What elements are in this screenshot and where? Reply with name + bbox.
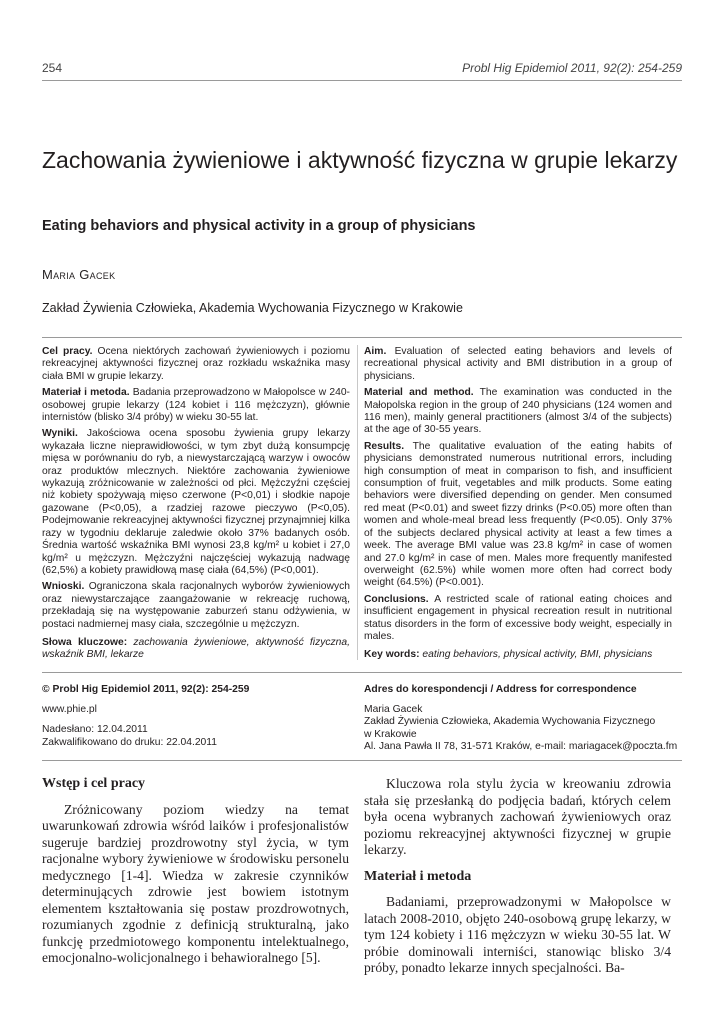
article-title: Zachowania żywieniowe i aktywność fizyczna w grupie lekarzy (42, 147, 678, 173)
paragraph: Zróżnicowany poziom wiedzy na temat uwarunkowań zdrowia wśród laików i profesjonalistów sugeruje bardziej prozdrowotny styl życia, w tym racjonalne wybory żywieniowe w środowisku personelu medycznego [1-4]. Wiedza w zakresie czynników determinujących zdrowie jest bowiem istotnym elementem kształtowania się postaw prozdrowotnych, rozumianych zgodnie z definicją strukturalną, jako funkcję przedmiotowego komponentu intelektualnego, emocjonalno-wolicjonalnego i behawioralnego [5]. (42, 801, 349, 965)
abstract-aim-en: Aim. Evaluation of selected eating behaviors and levels of recreational physical activity and BMI distribution in a group of physicians. (364, 346, 672, 382)
body-column-left (42, 776, 349, 967)
section-heading-introduction: Wstęp i cel pracy (42, 776, 146, 791)
acceptance-date: Zakwalifikowano do druku: 22.04.2011 (42, 736, 217, 748)
abstract-english (364, 346, 672, 666)
section-heading-methods: Materiał i metoda (364, 868, 472, 884)
keywords-pl: Słowa kluczowe: zachowania żywieniowe, aktywność fizyczna, wskaźnik BMI, lekarze (42, 636, 350, 661)
abstract-column-divider (357, 345, 358, 660)
abstract-bottom-rule (42, 672, 682, 673)
correspondence-address (364, 684, 682, 754)
abstract-aim-pl: Cel pracy. Ocena niektórych zachowań żywieniowych i poziomu rekreacyjnej aktywności fizycznej oraz rozkładu wskaźnika masy ciała BMI w grupie lekarzy. (42, 346, 350, 382)
correspondence-heading: Adres do korespondencji / Address for correspondence (364, 684, 637, 695)
header-rule (42, 80, 682, 81)
copyright-line: © Probl Hig Epidemiol 2011, 92(2): 254-259 (42, 684, 250, 695)
paragraph: Kluczowa rola stylu życia w kreowaniu zdrowia stała się przesłanką do podjęcia badań, których celem była ocena wybranych zachowań żywieniowych oraz poziomu rekreacyjnej aktywności fizycznej w grupie lekarzy. (364, 776, 671, 857)
body-column-right (364, 776, 671, 977)
body-top-rule (42, 760, 682, 761)
correspondence-name: Maria Gacek (364, 703, 423, 715)
abstract-top-rule (42, 337, 682, 338)
abstract-conclusions-en: Conclusions. A restricted scale of rational eating choices and insufficient engagement in physical recreation result in nutritional status disorders in the form of excessive body weight, especially in males. (364, 593, 673, 642)
correspondence-institution: Zakład Żywienia Człowieka, Akademia Wychowania Fizycznego (364, 716, 656, 727)
paragraph: Badaniami, przeprowadzonymi w Małopolsce w latach 2008-2010, objęto 240-osobową grupę lekarzy, w tym 124 kobiety i 116 mężczyzn w wieku 30-55 lat. W próbie dominowali interniści, stanowiąc blisko 3/4 próby, ponadto lekarze innych specjalności. Ba- (364, 894, 671, 975)
abstract-method-en: Material and method. The examination was conducted in the Małopolska region in the group of 240 physicians (124 women and 116 men), mainly general practitioners (almost 3/4 of the subjects) at the age of 30-55 years. (364, 387, 672, 436)
journal-reference: Probl Hig Epidemiol 2011, 92(2): 254-259 (462, 61, 682, 75)
abstract-conclusions-pl: Wnioski. Ograniczona skala racjonalnych wyborów żywieniowych oraz niewystarczające zaangażowanie w rekreację ruchową, przekładają się na występowanie zaburzeń stanu odżywienia, w postaci nadmiernej masy ciała, szczególnie u mężczyzn. (42, 581, 350, 630)
publication-info (42, 684, 342, 749)
running-header (42, 61, 682, 77)
correspondence-institution-cont: w Krakowie (364, 728, 417, 740)
abstract-results-pl: Wyniki. Jakościowa ocena sposobu żywienia grupy lekarzy wykazała liczne nieprawidłowości, w tym zbyt dużą konsumpcję mięsa w porównaniu do ryb, a niewystarczającą warzyw i owoców oraz produktów mlecznych. Niektóre zachowania żywieniowe wykazują zróżnicowanie w zależności od płci. Mężczyźni częściej niż kobiety spożywają mięso czerwone (P<0,01) i słodkie napoje gazowane (P<0,05), a rzadziej razowe pieczywo (P<0,05). Podejmowanie rekreacyjnej aktywności fizycznej przynajmniej kilka razy w tygodniu deklaruje zaledwie około 37% badanych osób. Średnia wartość wskaźnika BMI wynosi 23,8 kg/m² u kobiet i 27,0 kg/m² u mężczyzn. Mężczyźni najczęściej wykazują nadwagę (62,5%) a kobiety prawidłową masę ciała (64,5%) (P<0,001). (42, 428, 350, 576)
keywords-en: Key words: eating behaviors, physical activity, BMI, physicians (364, 649, 653, 661)
abstract-polish (42, 346, 350, 666)
author-affiliation: Zakład Żywienia Człowieka, Akademia Wychowania Fizycznego w Krakowie (42, 301, 463, 315)
abstract-method-pl: Materiał i metoda. Badania przeprowadzono w Małopolsce w 240-osobowej grupie lekarzy (124 kobiet i 116 mężczyzn), głównie internistów (blisko 3/4 próby) w wieku 30-55 lat. (42, 387, 350, 424)
submission-date: Nadesłano: 12.04.2011 (42, 724, 148, 735)
page-number: 254 (42, 61, 63, 75)
abstract-results-en: Results. The qualitative evaluation of the eating habits of physicians demonstrated numerous nutritional errors, including high consumption of meat in comparison to fish, and insufficient consumption of fruit, vegetables and milk products. Some eating behaviors were diversified depending on gender. Men consumed red meat (P<0.01) and sweet fizzy drinks (P<0.05) more often than women and whole-meal bread less frequently (P<0.05). Only 37% of the subjects declared physical activity at least a few times a week. The average BMI value was 23.8 kg/m² in case of women and 27.0 kg/m² in case of men. Males more frequently manifested overweight (62.5%) while women more often had correct body weight (64.5%) (P<0.001). (364, 440, 672, 589)
journal-website[interactable]: www.phie.pl (42, 703, 97, 715)
article-subtitle: Eating behaviors and physical activity in a group of physicians (42, 218, 476, 234)
correspondence-street-email: Al. Jana Pawła II 78, 31-571 Kraków, e-mail: mariagacek@poczta.fm (364, 741, 678, 752)
author-name: Maria Gacek (42, 267, 116, 282)
